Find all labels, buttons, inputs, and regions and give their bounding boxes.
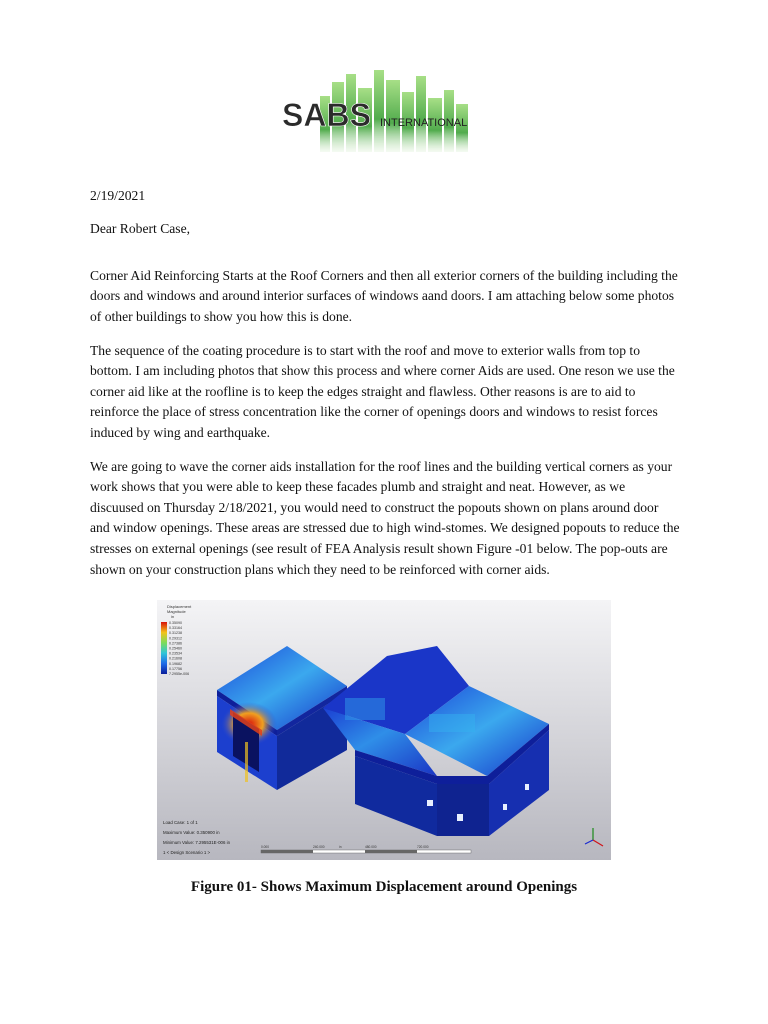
legend-title: Displacement [167,604,192,609]
letter-greeting: Dear Robert Case, [90,221,191,236]
legend-color-bar [161,622,167,674]
scale-tick-label: in [339,845,342,849]
legend-value-label: 0.21608 [169,656,182,661]
legend-value-label: 0.25460 [169,646,182,651]
figure-caption: Figure 01- Shows Maximum Displacement around Openings [190,879,578,895]
letter-date: 2/19/2021 [90,188,146,203]
max-value-label: Maximum Value: 0.350900 in [163,830,220,835]
legend-value-label: 0.33164 [169,626,182,631]
legend-title: Magnitude [167,609,186,614]
sabs-international-logo [276,62,492,166]
letter-paragraph: Corner Aid Reinforcing Starts at the Roof Corners and then all exterior corners of the building including the doors and windows and around interior surfaces of windows aand doors. I am attaching below some photos of other buildings to show you how this is done. [90,267,678,324]
legend-value-label: 0.23534 [169,651,182,656]
fea-displacement-figure [157,600,611,860]
load-case-label: Load Case: 1 of 1 [163,820,198,825]
legend-value-label: 0.35090 [169,621,182,625]
legend-unit: in [171,614,175,619]
scale-tick-label: 720.000 [417,845,429,849]
scale-tick-label: 0.000 [261,845,269,849]
scale-tick-label: 240.000 [313,845,325,849]
min-value-label: Minimum Value: 7.295531E-006 in [163,840,231,845]
legend-value-label: 7.2955e-006 [169,672,190,676]
legend-value-label: 0.27386 [169,641,182,646]
legend-value-label: 0.31238 [169,631,182,636]
design-scenario-label: 1 < Design Scenario 1 > [163,850,211,855]
letter-paragraph: The sequence of the coating procedure is to start with the roof and move to exterior walls from top to bottom. I am including photos that show this process and where corner Aids are used. One reson we use the corner aid like at the roofline is to keep the edges straight and flawless. Other reasons is are to aid to reinforce the place of stress concentration like the corner of openings doors and windows to resist forces induced by wing and earthquake. [90,342,675,440]
legend-value-label: 0.17756 [169,666,182,671]
logo-brand: SABS [282,97,371,133]
scale-tick-label: 480.000 [365,845,377,849]
legend-value-label: 0.29312 [169,636,182,641]
letter-paragraph: We are going to wave the corner aids installation for the roof lines and the building vertical corners as your work shows that you were able to keep these facades plumb and straight and neat. However, as we discuused on Thursday 2/18/2021, you would need to construct the popouts shown on plans around door and window openings. These areas are stressed due to high wind-stomes. We designed popouts to reduce the stresses on external openings (see result of FEA Analysis result shown Figure -01 below. The pop-outs are shown on your construction plans which they need to be reinforced with corner aids. [90,458,680,577]
logo-subtitle: INTERNATIONAL [380,117,468,129]
legend-value-label: 0.19682 [169,661,182,666]
